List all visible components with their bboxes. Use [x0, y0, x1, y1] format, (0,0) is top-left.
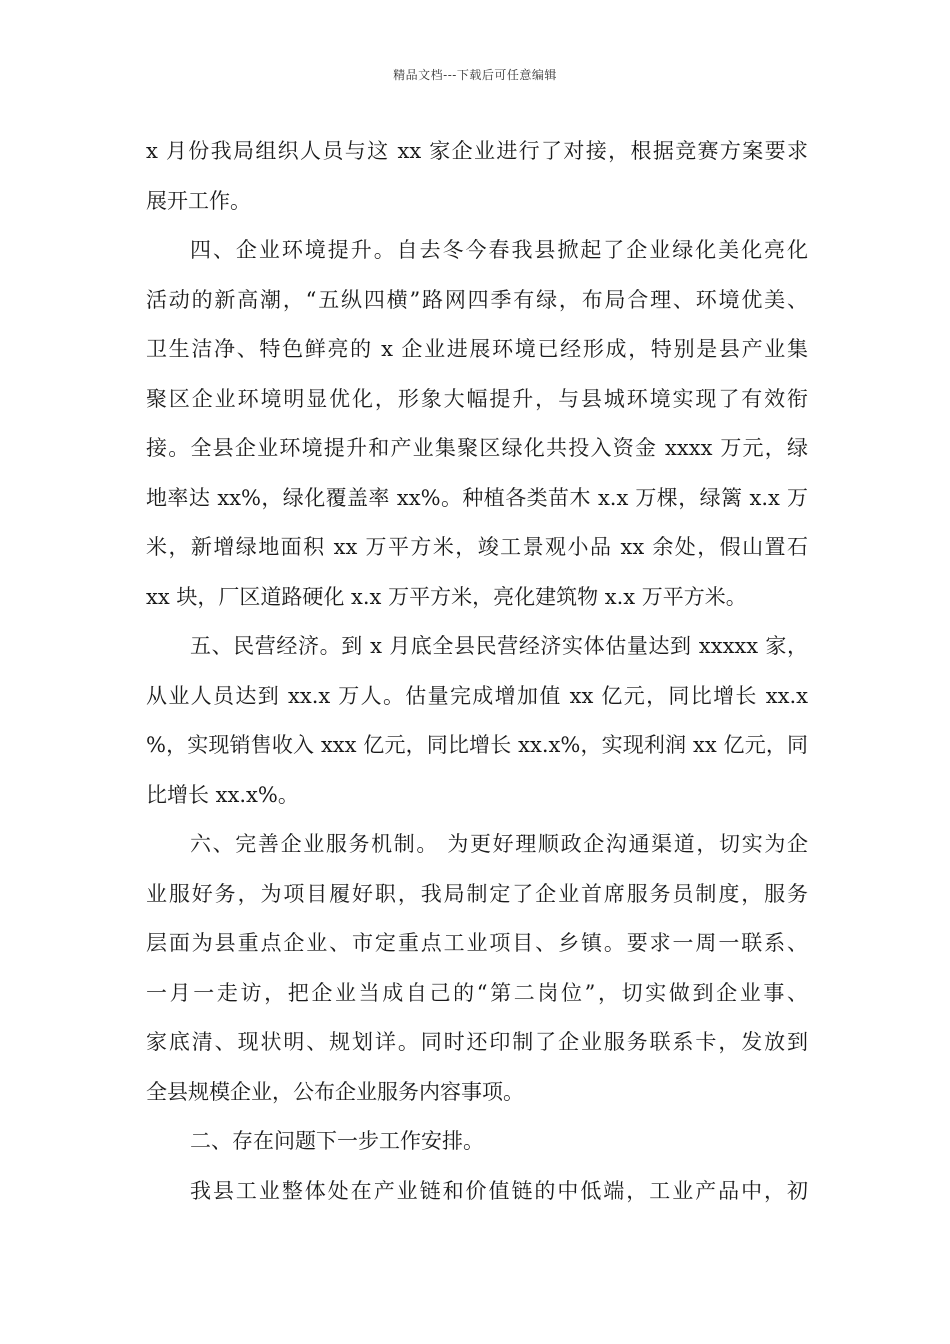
document-body — [146, 127, 808, 1216]
text-line: 从业人员达到 xx.x 万人。估量完成增加值 xx 亿元，同比增长 xx.x — [146, 683, 808, 708]
text-line: 我县工业整体处在产业链和价值链的中低端，工业产品中，初 — [190, 1178, 808, 1203]
text-line: xx 块，厂区道路硬化 x.x 万平方米，亮化建筑物 x.x 万平方米。 — [146, 584, 747, 609]
text-line: 接。全县企业环境提升和产业集聚区绿化共投入资金 xxxx 万元，绿 — [146, 436, 808, 460]
text-line: 四、企业环境提升。自去冬今春我县掀起了企业绿化美化亮化 — [190, 238, 808, 262]
text-line: 五、民营经济。到 x 月底全县民营经济实体估量达到 xxxxx 家， — [190, 634, 808, 658]
text-line: 展开工作。 — [146, 188, 251, 213]
text-line: 卫生洁净、特色鲜亮的 x 企业进展环境已经形成，特别是县产业集 — [146, 337, 808, 361]
text-line: 业服好务，为项目履好职，我局制定了企业首席服务员制度，服务 — [146, 881, 808, 906]
text-line: 聚区企业环境明显优化，形象大幅提升，与县城环境实现了有效衔 — [146, 386, 808, 411]
page-header: 精品文档---下载后可任意编辑 — [393, 68, 557, 82]
text-line: x 月份我局组织人员与这 xx 家企业进行了对接，根据竞赛方案要求 — [146, 139, 808, 163]
text-line: 活动的新高潮，“五纵四横”路网四季有绿，布局合理、环境优美、 — [146, 287, 808, 312]
text-line: %，实现销售收入 xxx 亿元，同比增长 xx.x%，实现利润 xx 亿元，同 — [146, 733, 808, 757]
text-line: 六、完善企业服务机制。 为更好理顺政企沟通渠道，切实为企 — [190, 832, 808, 856]
text-line: 比增长 xx.x%。 — [146, 782, 299, 807]
text-line: 米，新增绿地面积 xx 万平方米，竣工景观小品 xx 余处，假山置石 — [146, 535, 808, 559]
text-line: 家底清、现状明、规划详。同时还印制了企业服务联系卡，发放到 — [146, 1030, 808, 1054]
text-line: 二、存在问题下一步工作安排。 — [190, 1129, 484, 1153]
text-line: 全县规模企业，公布企业服务内容事项。 — [146, 1079, 524, 1104]
text-line: 一月一走访，把企业当成自己的“第二岗位”，切实做到企业事、 — [146, 980, 808, 1005]
text-line: 地率达 xx%，绿化覆盖率 xx%。种植各类苗木 x.x 万棵，绿篱 x.x 万 — [146, 485, 808, 510]
text-line: 层面为县重点企业、市定重点工业项目、乡镇。要求一周一联系、 — [146, 931, 808, 955]
